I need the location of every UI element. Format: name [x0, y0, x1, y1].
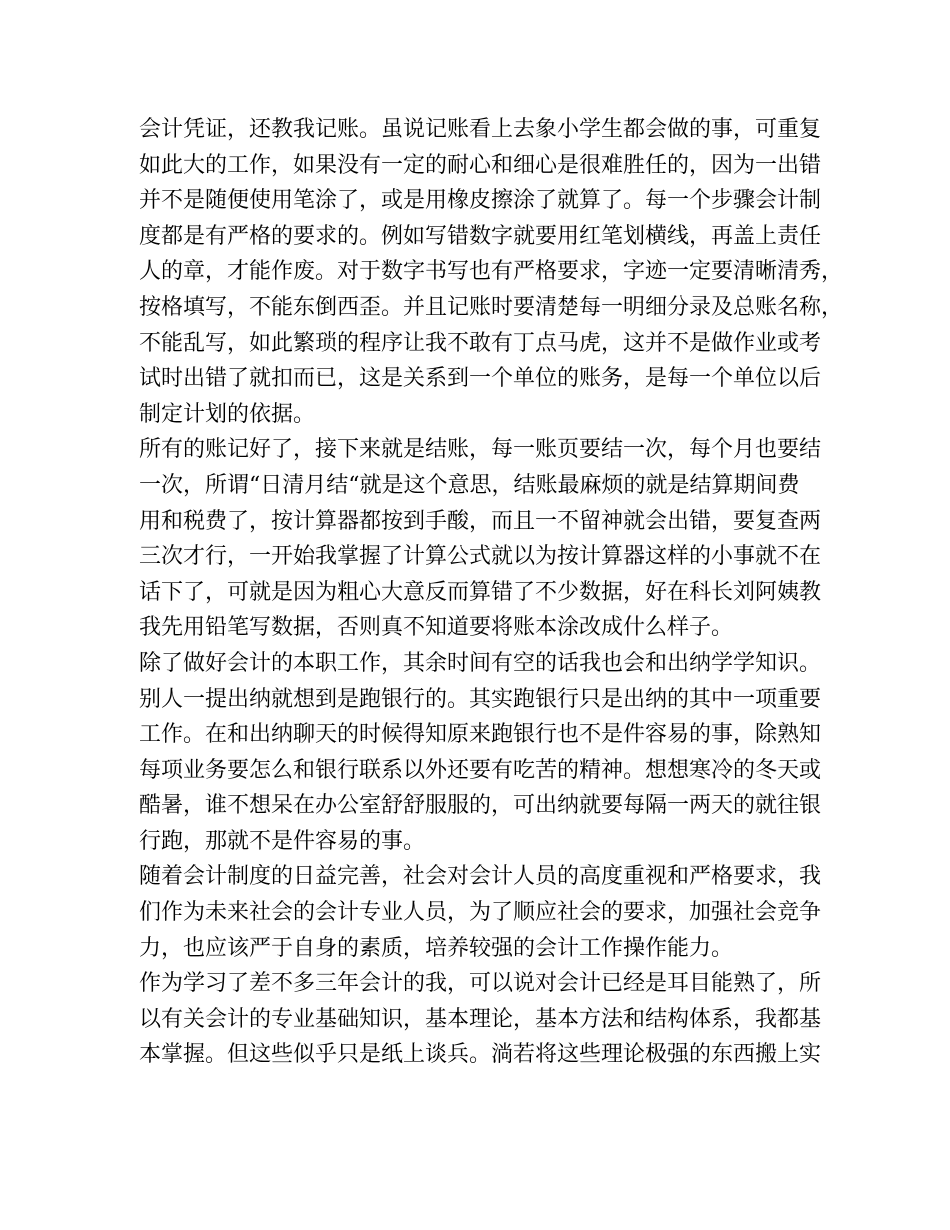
text-line: 三次才行，一开始我掌握了计算公式就以为按计算器这样的小事就不在: [139, 544, 822, 570]
text-line: 酷暑，谁不想呆在办公室舒舒服服的，可出纳就要每隔一两天的就往银: [139, 793, 822, 819]
text-line: 每项业务要怎么和银行联系以外还要有吃苦的精神。想想寒冷的冬天或: [139, 757, 822, 783]
text-line: 按格填写，不能东倒西歪。并且记账时要清楚每一明细分录及总账名称，: [139, 294, 844, 320]
text-line: 别人一提出纳就想到是跑银行的。其实跑银行只是出纳的其中一项重要: [139, 686, 822, 712]
text-line: 一次，所谓“日清月结“就是这个意思，结账最麻烦的就是结算期间费: [139, 472, 800, 498]
text-line: 人的章，才能作废。对于数字书写也有严格要求，字迹一定要清晰清秀，: [139, 259, 844, 285]
text-line: 如此大的工作，如果没有一定的耐心和细心是很难胜任的，因为一出错: [139, 152, 822, 178]
text-line: 所有的账记好了，接下来就是结账，每一账页要结一次，每个月也要结: [139, 437, 822, 463]
text-line: 话下了，可就是因为粗心大意反而算错了不少数据，好在科长刘阿姨教: [139, 579, 822, 605]
text-line: 并不是随便使用笔涂了，或是用橡皮擦涂了就算了。每一个步骤会计制: [139, 188, 822, 214]
text-line: 力，也应该严于自身的素质，培养较强的会计工作操作能力。: [139, 935, 734, 961]
text-line: 除了做好会计的本职工作，其余时间有空的话我也会和出纳学学知识。: [139, 650, 822, 676]
text-line: 用和税费了，按计算器都按到手酸，而且一不留神就会出错，要复查两: [139, 508, 822, 534]
text-line: 我先用铅笔写数据，否则真不知道要将账本涂改成什么样子。: [139, 615, 734, 641]
text-line: 本掌握。但这些似乎只是纸上谈兵。淌若将这些理论极强的东西搬上实: [139, 1042, 822, 1068]
text-line: 会计凭证，还教我记账。虽说记账看上去象小学生都会做的事，可重复: [139, 117, 822, 142]
text-line: 不能乱写，如此繁琐的程序让我不敢有丁点马虎，这并不是做作业或考: [139, 330, 822, 356]
text-line: 以有关会计的专业基础知识，基本理论，基本方法和结构体系，我都基: [139, 1006, 822, 1032]
text-line: 行跑，那就不是件容易的事。: [139, 828, 426, 854]
text-line: 试时出错了就扣而已，这是关系到一个单位的账务，是每一个单位以后: [139, 366, 822, 392]
text-line: 随着会计制度的日益完善，社会对会计人员的高度重视和严格要求，我: [139, 864, 822, 890]
text-line: 度都是有严格的要求的。例如写错数字就要用红笔划横线，再盖上责任: [139, 223, 822, 249]
text-line: 工作。在和出纳聊天的时候得知原来跑银行也不是件容易的事，除熟知: [139, 722, 822, 748]
body-text: [139, 112, 844, 1073]
text-line: 们作为未来社会的会计专业人员，为了顺应社会的要求，加强社会竞争: [139, 900, 822, 926]
text-line: 作为学习了差不多三年会计的我，可以说对会计已经是耳目能熟了，所: [139, 971, 822, 997]
text-line: 制定计划的依据。: [139, 401, 316, 427]
